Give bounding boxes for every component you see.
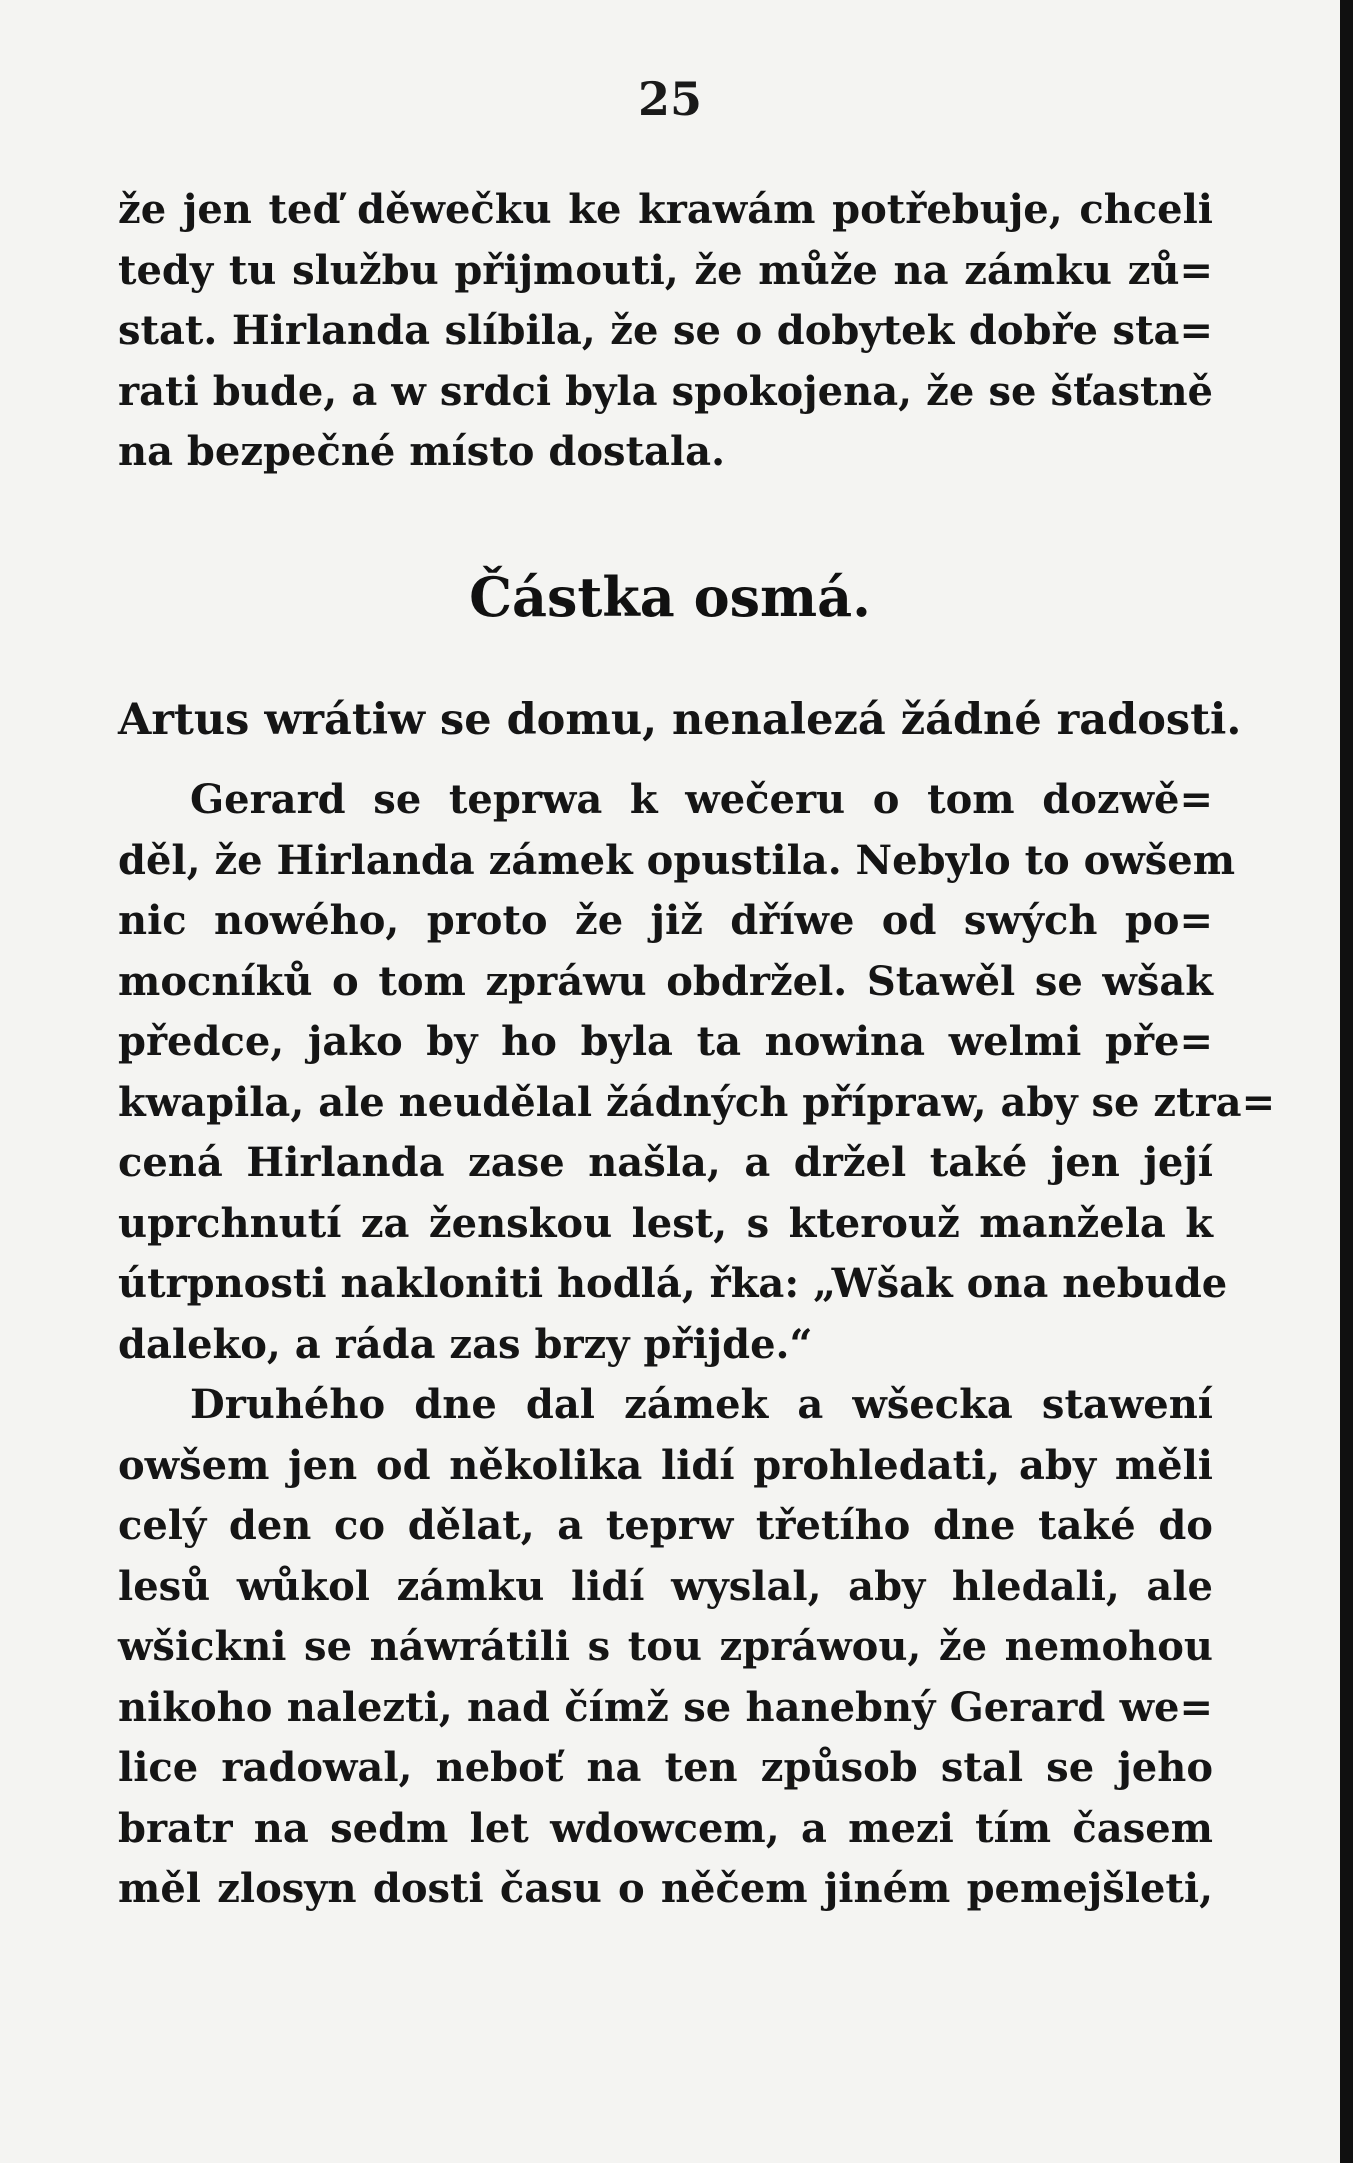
text-line: lesů wůkol zámku lidí wyslal, aby hledali, ale: [118, 1562, 1213, 1610]
text-line: uprchnutí za ženskou lest, s kterouž manžela k: [118, 1199, 1213, 1247]
text-line: celý den co dělat, a teprw třetího dne také do: [118, 1502, 1213, 1549]
text-line: Gerard se teprwa k wečeru o tom dozwě=: [190, 776, 1213, 823]
text-line: nic nowého, proto že již dříwe od swých po=: [118, 897, 1213, 944]
text-line: na bezpečné místo dostala.: [118, 428, 726, 475]
text-line: wšickni se náwrátili s tou zpráwou, že nemohou: [118, 1623, 1213, 1670]
body-text: [118, 770, 1276, 1920]
text-line: rati bude, a w srdci byla spokojena, že se šťastně: [118, 367, 1213, 415]
chapter-subtitle: Artus wrátiw se domu, nenalezá žádné radosti.: [118, 695, 1242, 745]
page-number: 25: [637, 72, 702, 126]
text-line: že jen teď děwečku ke krawám potřebuje, chceli: [118, 186, 1213, 233]
text-line: tedy tu službu přijmouti, že může na zámku zů=: [118, 246, 1213, 294]
chapter-heading: Částka osmá.: [469, 565, 871, 629]
text-line: mocníků o tom zpráwu obdržel. Stawěl se wšak: [118, 957, 1213, 1005]
text-line: měl zlosyn dosti času o něčem jiném pemejšleti,: [118, 1865, 1213, 1912]
page-edge: [1340, 0, 1353, 2163]
text-line: bratr na sedm let wdowcem, a mezi tím časem: [118, 1804, 1213, 1852]
text-line: daleko, a ráda zas brzy přijde.“: [118, 1320, 813, 1368]
text-line: kwapila, ale neudělal žádných přípraw, aby se ztra=: [118, 1078, 1276, 1126]
top-paragraph: [118, 180, 1213, 483]
text-line: cená Hirlanda zase našla, a držel také jen její: [118, 1139, 1213, 1186]
text-line: předce, jako by ho byla ta nowina welmi pře=: [118, 1018, 1213, 1065]
text-line: nikoho nalezti, nad čímž se hanebný Gerard we=: [118, 1683, 1213, 1731]
text-line: lice radowal, neboť na ten způsob stal se jeho: [118, 1744, 1213, 1791]
text-line: owšem jen od několika lidí prohledati, aby měli: [118, 1441, 1213, 1489]
text-line: Druhého dne dal zámek a wšecka stawení: [190, 1381, 1213, 1428]
text-line: stat. Hirlanda slíbila, že se o dobytek dobře sta=: [118, 307, 1213, 354]
text-line: útrpnosti nakloniti hodlá, řka: „Wšak ona nebude: [118, 1260, 1228, 1307]
text-line: děl, že Hirlanda zámek opustila. Nebylo to owšem: [118, 836, 1236, 884]
